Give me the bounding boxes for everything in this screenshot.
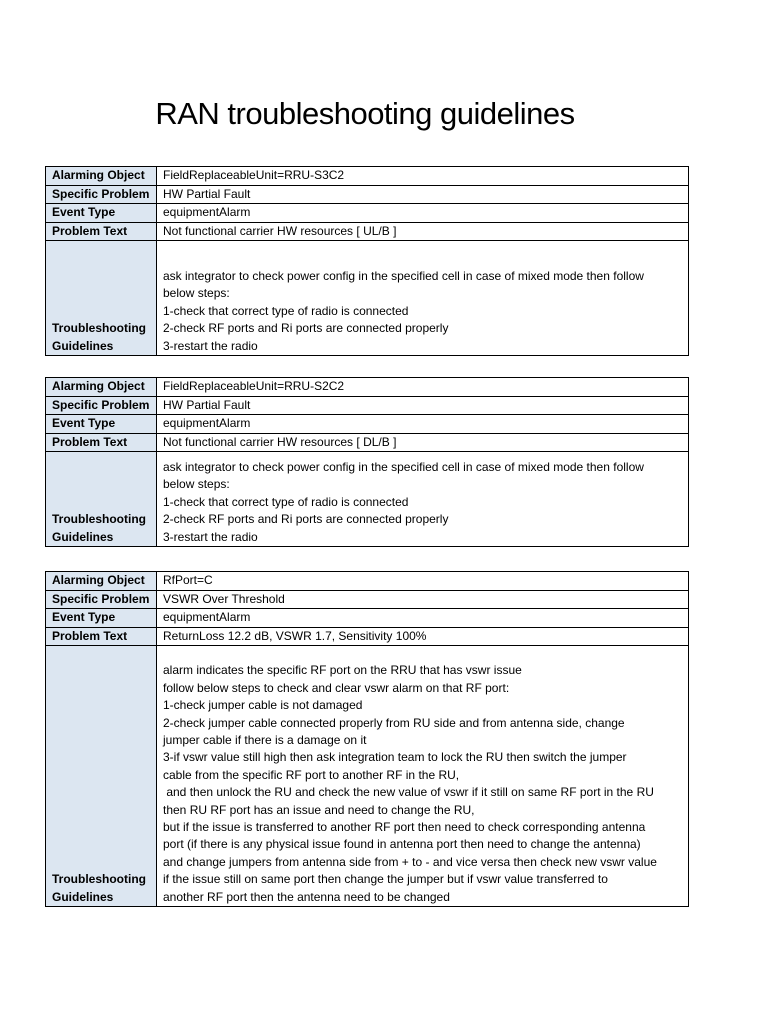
specific-problem-value: HW Partial Fault: [157, 396, 689, 415]
guideline-line: 3-restart the radio: [163, 338, 258, 353]
troubleshooting-label-line1: Troubleshooting: [52, 872, 146, 887]
guideline-line: 1-check jumper cable is not damaged: [163, 698, 363, 713]
guideline-line: cable from the specific RF port to another RF in the RU,: [163, 767, 460, 782]
guideline-line: then RU RF port has an issue and need to change the RU,: [163, 802, 475, 817]
event-type-label: Event Type: [46, 609, 157, 628]
event-type-value: equipmentAlarm: [157, 415, 689, 434]
guideline-line: another RF port then the antenna need to be changed: [163, 889, 450, 904]
troubleshooting-label-line1: Troubleshooting: [52, 512, 146, 527]
alarm-table-2: [45, 377, 689, 547]
guideline-line: 2-check RF ports and Ri ports are connected properly: [163, 321, 449, 336]
guideline-line: follow below steps to check and clear vswr alarm on that RF port:: [163, 680, 510, 695]
troubleshooting-guidelines-value: [157, 241, 689, 356]
specific-problem-label: Specific Problem: [46, 185, 157, 204]
troubleshooting-guidelines-label: [46, 646, 157, 907]
specific-problem-value: VSWR Over Threshold: [157, 590, 689, 609]
event-type-label: Event Type: [46, 204, 157, 223]
guideline-line: 2-check RF ports and Ri ports are connected properly: [163, 512, 449, 527]
problem-text-value: Not functional carrier HW resources [ DL/B ]: [157, 433, 689, 452]
specific-problem-label: Specific Problem: [46, 590, 157, 609]
page-title: RAN troubleshooting guidelines: [155, 96, 575, 131]
alarming-object-value: FieldReplaceableUnit=RRU-S3C2: [157, 167, 689, 186]
guideline-line: 3-restart the radio: [163, 529, 258, 544]
troubleshooting-guidelines-label: [46, 452, 157, 547]
troubleshooting-guidelines-label: [46, 241, 157, 356]
troubleshooting-label-line2: Guidelines: [52, 529, 114, 544]
guideline-line: 3-if vswr value still high then ask integration team to lock the RU then switch the jumper: [163, 750, 627, 765]
alarming-object-value: RfPort=C: [157, 572, 689, 591]
guideline-line: ask integrator to check power config in the specified cell in case of mixed mode then follow: [163, 268, 644, 283]
alarming-object-label: Alarming Object: [46, 167, 157, 186]
specific-problem-value: HW Partial Fault: [157, 185, 689, 204]
event-type-value: equipmentAlarm: [157, 204, 689, 223]
guideline-line: port (if there is any physical issue found in antenna port then need to change the antenna): [163, 837, 641, 852]
troubleshooting-label-line2: Guidelines: [52, 338, 114, 353]
guideline-line: jumper cable if there is a damage on it: [163, 732, 367, 747]
problem-text-value: Not functional carrier HW resources [ UL/B ]: [157, 222, 689, 241]
alarming-object-value: FieldReplaceableUnit=RRU-S2C2: [157, 378, 689, 397]
alarm-table-3: [45, 571, 689, 907]
guideline-line: below steps:: [163, 477, 230, 492]
specific-problem-label: Specific Problem: [46, 396, 157, 415]
guideline-line: if the issue still on same port then change the jumper but if vswr value transferred to: [163, 872, 608, 887]
alarming-object-label: Alarming Object: [46, 378, 157, 397]
troubleshooting-label-line1: Troubleshooting: [52, 321, 146, 336]
guideline-line: 1-check that correct type of radio is connected: [163, 494, 409, 509]
guideline-line: but if the issue is transferred to another RF port then need to check corresponding antenna: [163, 819, 646, 834]
guideline-line: 2-check jumper cable connected properly from RU side and from antenna side, change: [163, 715, 625, 730]
problem-text-value: ReturnLoss 12.2 dB, VSWR 1.7, Sensitivity 100%: [157, 627, 689, 646]
troubleshooting-label-line2: Guidelines: [52, 889, 114, 904]
troubleshooting-guidelines-value: [157, 452, 689, 547]
problem-text-label: Problem Text: [46, 222, 157, 241]
guideline-line: ask integrator to check power config in the specified cell in case of mixed mode then follow: [163, 459, 644, 474]
problem-text-label: Problem Text: [46, 627, 157, 646]
problem-text-label: Problem Text: [46, 433, 157, 452]
alarming-object-label: Alarming Object: [46, 572, 157, 591]
event-type-label: Event Type: [46, 415, 157, 434]
guideline-line: below steps:: [163, 286, 230, 301]
event-type-value: equipmentAlarm: [157, 609, 689, 628]
guideline-line: 1-check that correct type of radio is connected: [163, 303, 409, 318]
guideline-line: and change jumpers from antenna side from + to - and vice versa then check new vswr value: [163, 854, 657, 869]
alarm-table-1: [45, 166, 689, 356]
troubleshooting-guidelines-value: [157, 646, 689, 907]
guideline-line: and then unlock the RU and check the new value of vswr if it still on same RF port in the RU: [163, 785, 654, 800]
guideline-line: alarm indicates the specific RF port on the RRU that has vswr issue: [163, 663, 522, 678]
